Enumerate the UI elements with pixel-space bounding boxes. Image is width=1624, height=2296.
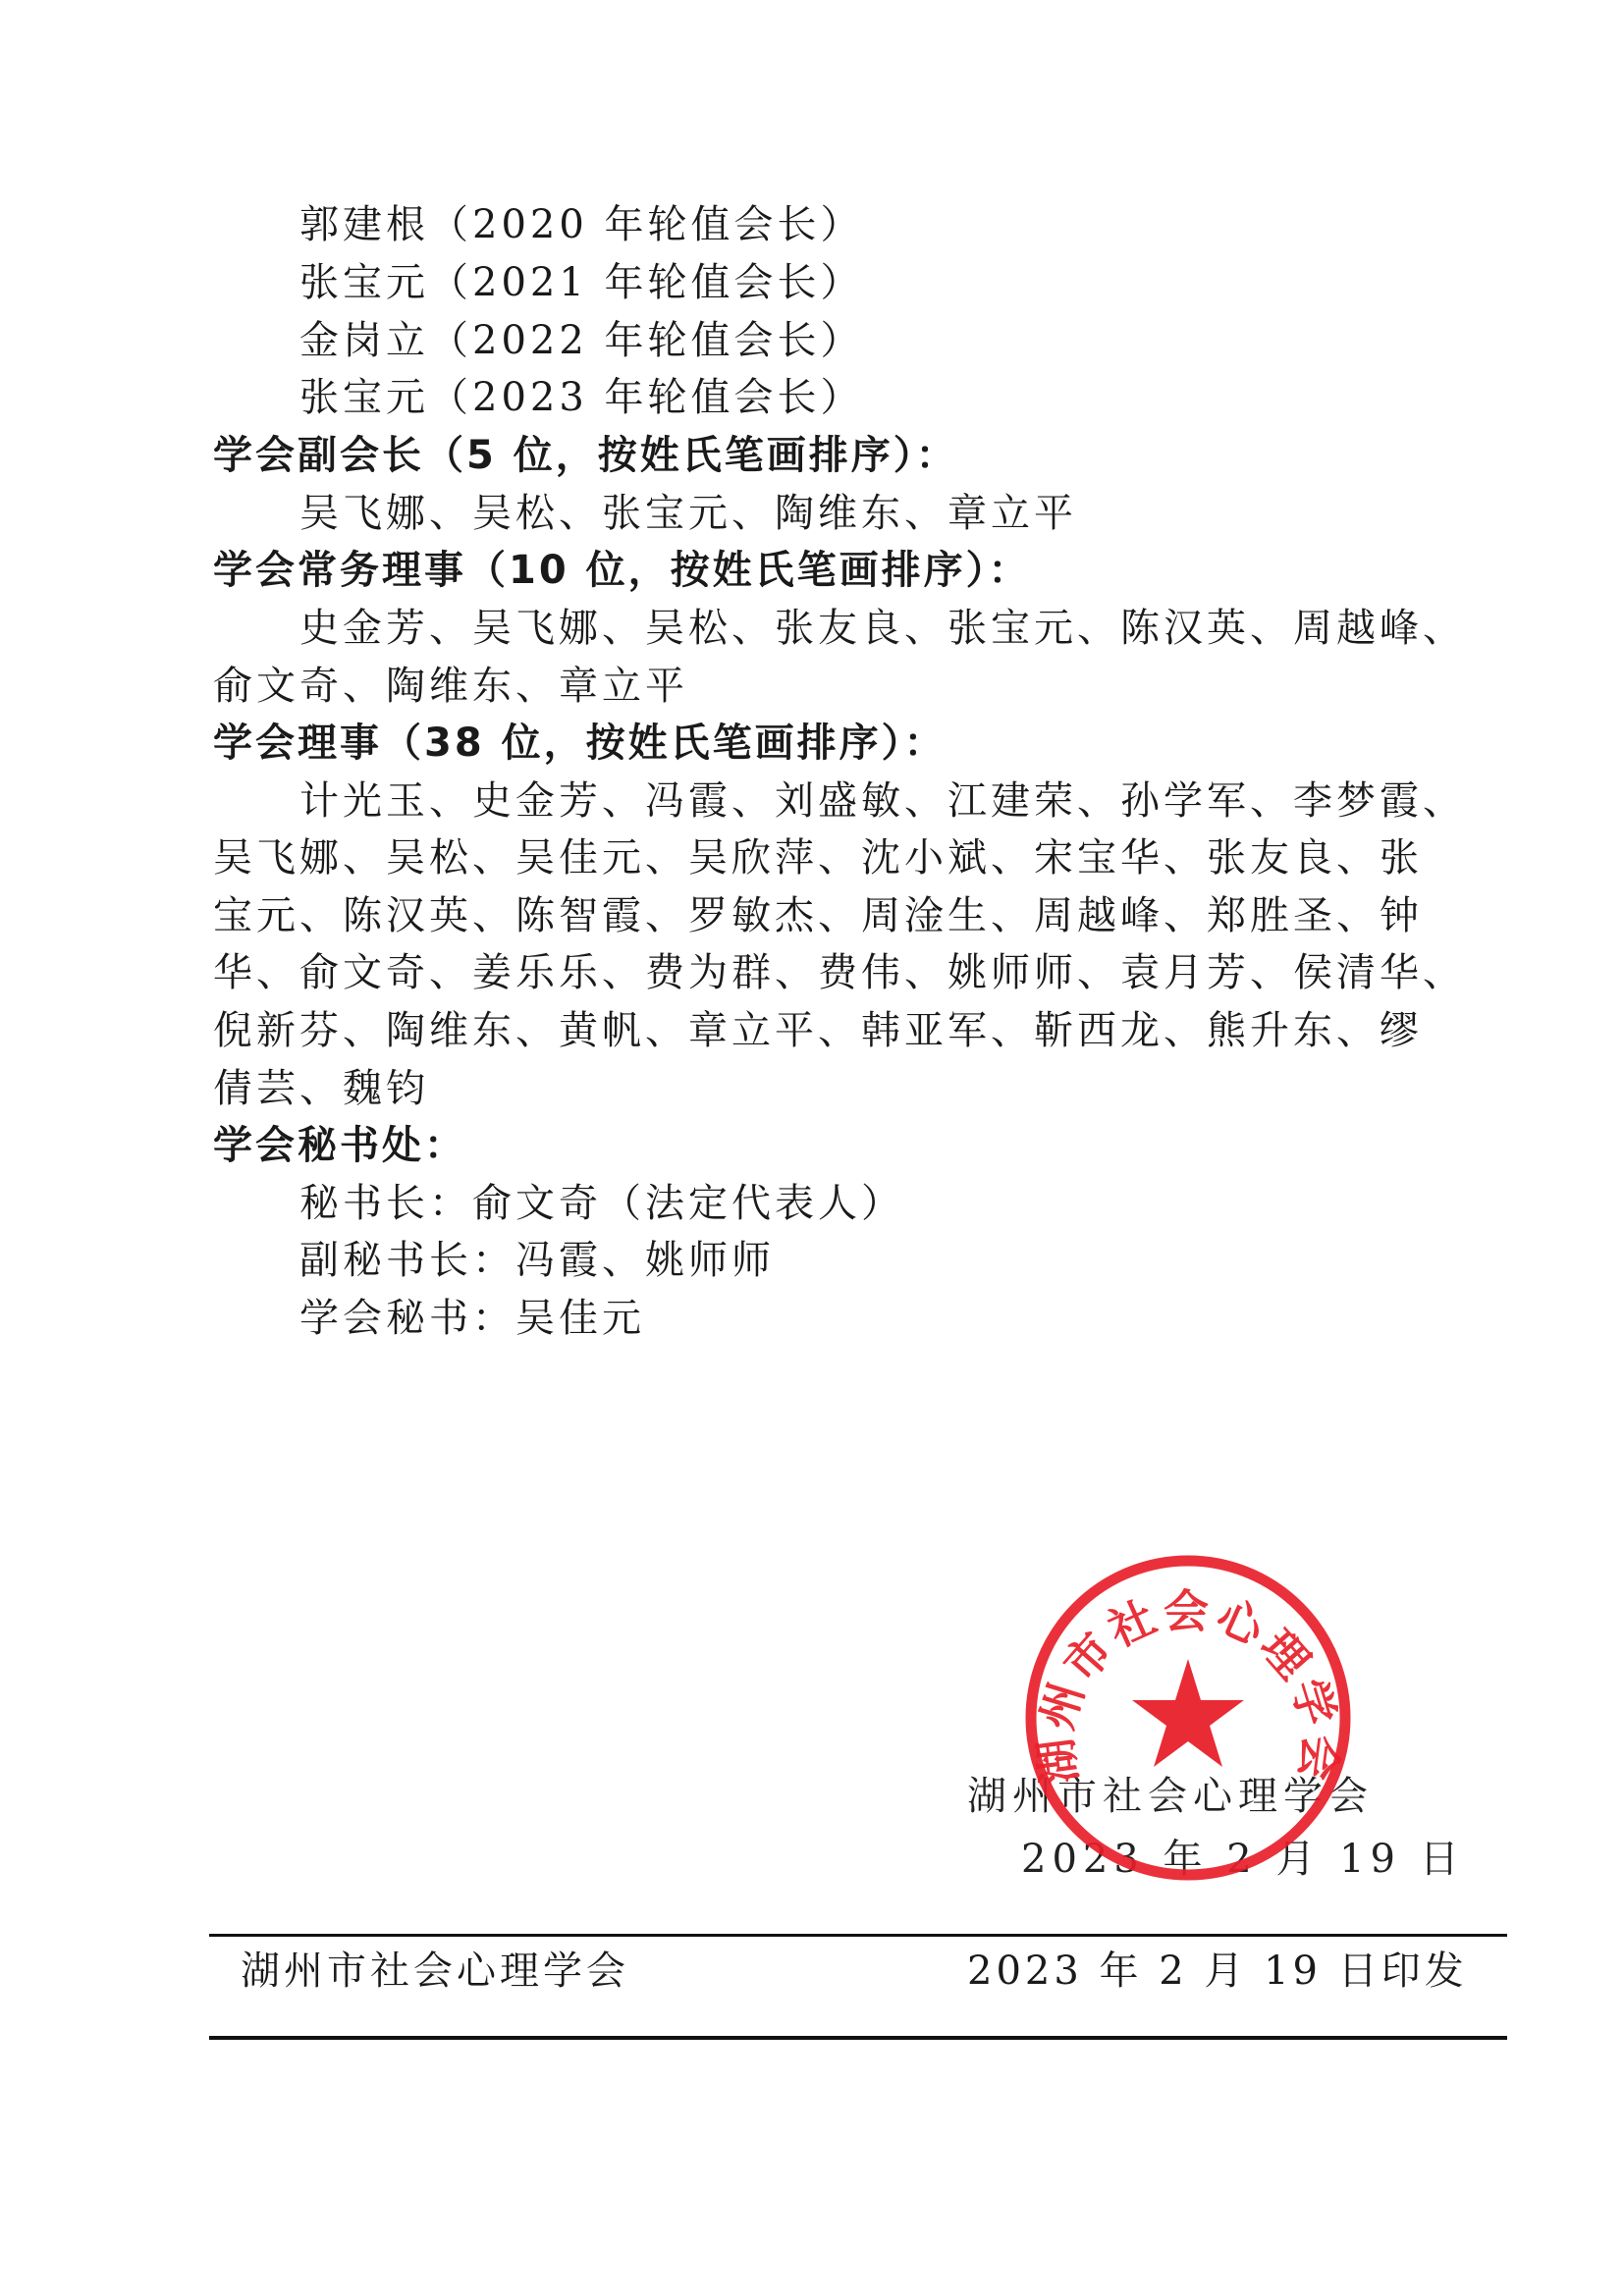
footer-top-rule xyxy=(209,1934,1507,1937)
deputy-secretary-general: 副秘书长：冯霞、姚师师 xyxy=(299,1238,775,1283)
rotating-president-2021: 张宝元（2021 年轮值会长） xyxy=(299,260,864,305)
footer-date: 2023 年 2 月 19 日印发 xyxy=(967,1949,1468,1994)
official-seal xyxy=(1021,1551,1355,1885)
standing-directors-line-2: 俞文奇、陶维东、章立平 xyxy=(213,664,688,709)
directors-line-6: 倩芸、魏钧 xyxy=(213,1066,429,1111)
directors-heading: 学会理事（38 位，按姓氏笔画排序）： xyxy=(213,721,947,766)
rotating-president-2020: 郭建根（2020 年轮值会长） xyxy=(299,202,864,247)
standing-directors-heading: 学会常务理事（10 位，按姓氏笔画排序）： xyxy=(213,548,1031,593)
seal-text: 湖州市社会心理学会 xyxy=(1028,1584,1348,1788)
vice-presidents-heading: 学会副会长（5 位，按姓氏笔画排序）： xyxy=(213,433,958,478)
secretariat-heading: 学会秘书处： xyxy=(213,1123,466,1168)
signature-org: 湖州市社会心理学会 xyxy=(967,1774,1374,1819)
directors-line-5: 倪新芬、陶维东、黄帆、章立平、韩亚军、靳西龙、熊升东、缪 xyxy=(213,1008,1423,1053)
footer-bottom-rule xyxy=(209,2036,1507,2040)
signature-date: 2023 年 2 月 19 日 xyxy=(1021,1837,1465,1882)
footer-org: 湖州市社会心理学会 xyxy=(241,1949,629,1994)
directors-line-4: 华、俞文奇、姜乐乐、费为群、费伟、姚师师、袁月芳、侯清华、 xyxy=(213,950,1466,995)
standing-directors-line-1: 史金芳、吴飞娜、吴松、张友良、张宝元、陈汉英、周越峰、 xyxy=(299,606,1466,651)
vice-presidents-list: 吴飞娜、吴松、张宝元、陶维东、章立平 xyxy=(299,491,1077,536)
star-icon xyxy=(1132,1659,1244,1767)
society-secretary: 学会秘书：吴佳元 xyxy=(299,1296,645,1341)
rotating-president-2022: 金岗立（2022 年轮值会长） xyxy=(299,318,864,363)
secretary-general: 秘书长：俞文奇（法定代表人） xyxy=(299,1181,904,1226)
directors-line-3: 宝元、陈汉英、陈智霞、罗敏杰、周淦生、周越峰、郑胜圣、钟 xyxy=(213,893,1423,938)
rotating-president-2023: 张宝元（2023 年轮值会长） xyxy=(299,375,864,420)
directors-line-2: 吴飞娜、吴松、吴佳元、吴欣萍、沈小斌、宋宝华、张友良、张 xyxy=(213,835,1423,881)
directors-line-1: 计光玉、史金芳、冯霞、刘盛敏、江建荣、孙学军、李梦霞、 xyxy=(299,778,1466,824)
